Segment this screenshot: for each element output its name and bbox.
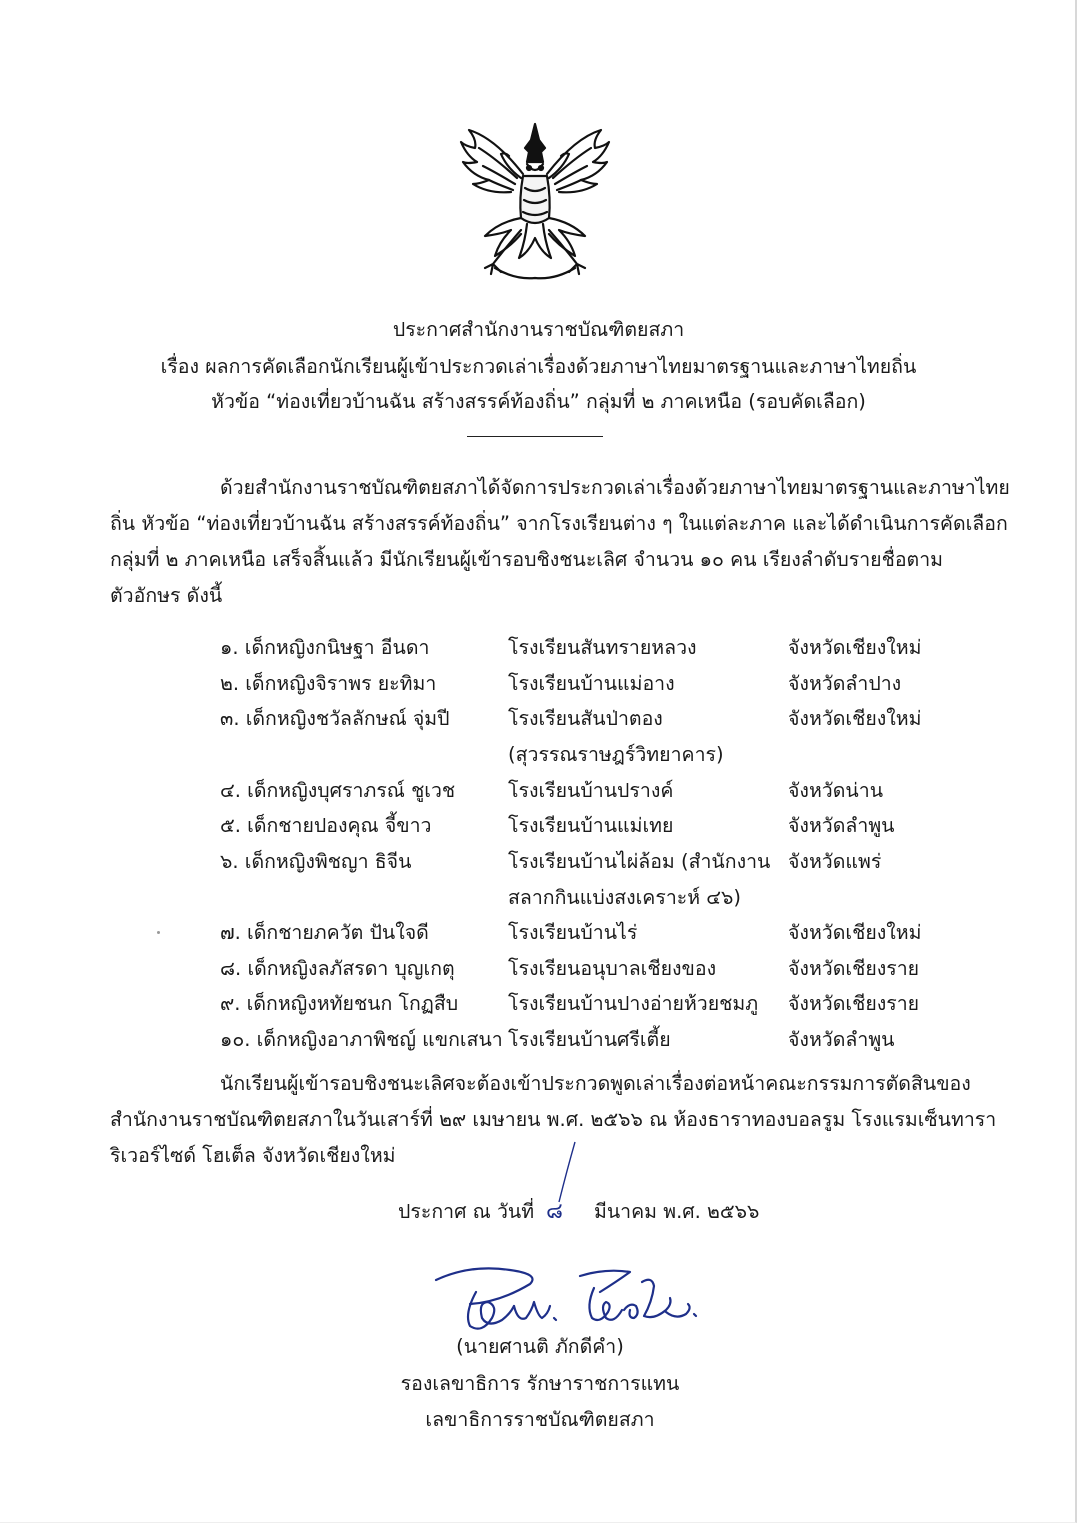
province: จังหวัดลำปาง [788, 671, 902, 695]
intro-line: ด้วยสำนักงานราชบัณฑิตยสภาได้จัดการประกวดเล่าเรื่องด้วยภาษาไทยมาตรฐานและภาษาไทย [220, 476, 1010, 499]
intro-line: ตัวอักษร ดังนี้ [110, 584, 223, 607]
handwritten-day: ๘ [546, 1199, 563, 1224]
handwritten-signature [430, 1262, 715, 1342]
list-item [220, 1022, 980, 1058]
closing-line: นักเรียนผู้เข้ารอบชิงชนะเลิศจะต้องเข้าประกวดพูดเล่าเรื่องต่อหน้าคณะกรรมการตัดสินของ [220, 1072, 971, 1095]
student-name: ๖. เด็กหญิงพิชญา ธิจีน [220, 849, 412, 873]
student-name: ๙. เด็กหญิงหทัยชนก โกฏสืบ [220, 992, 459, 1015]
closing-line: สำนักงานราชบัณฑิตยสภาในวันเสาร์ที่ ๒๙ เมษายน พ.ศ. ๒๕๖๖ ณ ห้องธาราทองบอลรูม โรงแรมเซ็นทารา [110, 1108, 997, 1131]
student-name: ๒. เด็กหญิงจิราพร ยะทิมา [220, 671, 437, 695]
school-name: โรงเรียนอนุบาลเชียงของ [508, 956, 717, 980]
intro-paragraph [110, 470, 1010, 614]
header-divider [467, 436, 603, 437]
school-name: โรงเรียนบ้านไร่ [508, 921, 638, 944]
student-name: ๔. เด็กหญิงบุศราภรณ์ ชูเวช [220, 778, 456, 802]
province: จังหวัดแพร่ [788, 849, 882, 873]
school-name: โรงเรียนบ้านไผ่ล้อม (สำนักงาน [508, 849, 771, 873]
list-item [220, 808, 980, 844]
school-name: โรงเรียนบ้านปางอ่ายห้วยชมภู [508, 992, 759, 1015]
student-name: ๑๐. เด็กหญิงอาภาพิชญ์ แขกเสนา [220, 1027, 503, 1051]
student-name: ๗. เด็กชายภควัต ปันใจดี [220, 921, 429, 944]
province: จังหวัดเชียงราย [788, 992, 920, 1015]
list-item [220, 951, 980, 987]
school-name: โรงเรียนบ้านปรางค์ [508, 778, 674, 802]
province: จังหวัดน่าน [788, 778, 884, 802]
student-name: ๕. เด็กชายปองคุณ จี้ขาว [220, 814, 432, 837]
list-item [220, 630, 980, 666]
student-name: ๓. เด็กหญิงชวัลลักษณ์ จุ่มปี [220, 707, 450, 730]
signer-office: เลขาธิการราชบัณฑิตยสภา [425, 1408, 655, 1431]
school-name-continued: สลากกินแบ่งสงเคราะห์ ๔๖) [508, 885, 742, 909]
announcement-subject: เรื่อง ผลการคัดเลือกนักเรียนผู้เข้าประกวดเล่าเรื่องด้วยภาษาไทยมาตรฐานและภาษาไทยถิ่น [160, 355, 917, 378]
student-name: ๘. เด็กหญิงลภัสรดา บุญเกตุ [220, 956, 455, 980]
school-name: โรงเรียนสันป่าตอง [508, 707, 663, 730]
garuda-emblem-icon [455, 118, 615, 288]
province: จังหวัดลำพูน [788, 1027, 895, 1051]
list-item [220, 701, 980, 773]
province: จังหวัดเชียงราย [788, 956, 920, 980]
list-item [220, 666, 980, 702]
list-item [220, 844, 980, 916]
closing-line: ริเวอร์ไซด์ โฮเต็ล จังหวัดเชียงใหม่ [110, 1144, 396, 1167]
school-name: โรงเรียนบ้านแม่อาง [508, 671, 675, 695]
list-item [220, 773, 980, 809]
school-name-continued: (สุวรรณราษฎร์วิทยาคาร) [508, 743, 724, 766]
school-name: โรงเรียนบ้านศรีเตี้ย [508, 1027, 671, 1051]
list-item [220, 915, 980, 951]
announce-date-prefix: ประกาศ ณ วันที่ [398, 1200, 535, 1223]
signer-position: รองเลขาธิการ รักษาราชการแทน [400, 1372, 680, 1395]
list-item [220, 986, 980, 1022]
province: จังหวัดเชียงใหม่ [788, 707, 922, 730]
province: จังหวัดเชียงใหม่ [788, 921, 922, 944]
announcement-title: ประกาศสำนักงานราชบัณฑิตยสภา [392, 318, 685, 341]
student-list [220, 630, 980, 1057]
scan-speck [157, 931, 160, 934]
student-name: ๑. เด็กหญิงกนิษฐา อีนดา [220, 636, 430, 659]
province: จังหวัดเชียงใหม่ [788, 636, 922, 659]
announcement-topic: หัวข้อ “ท่องเที่ยวบ้านฉัน สร้างสรรค์ท้องถิ่น” กลุ่มที่ ๒ ภาคเหนือ (รอบคัดเลือก) [211, 390, 866, 413]
intro-line: กลุ่มที่ ๒ ภาคเหนือ เสร็จสิ้นแล้ว มีนักเรียนผู้เข้ารอบชิงชนะเลิศ จำนวน ๑๐ คน เรียงลำดับรายชื่อตาม [110, 548, 944, 571]
intro-line: ถิ่น หัวข้อ “ท่องเที่ยวบ้านฉัน สร้างสรรค์ท้องถิ่น” จากโรงเรียนต่าง ๆ ในแต่ละภาค และได้ดำเนินการคัดเลือก [110, 512, 1008, 535]
province: จังหวัดลำพูน [788, 814, 895, 837]
school-name: โรงเรียนสันทรายหลวง [508, 636, 697, 659]
closing-paragraph [110, 1066, 997, 1174]
announce-date-suffix: มีนาคม พ.ศ. ๒๕๖๖ [594, 1200, 760, 1223]
signer-name: (นายศานติ ภักดีคำ) [456, 1335, 624, 1358]
school-name: โรงเรียนบ้านแม่เทย [508, 814, 674, 837]
